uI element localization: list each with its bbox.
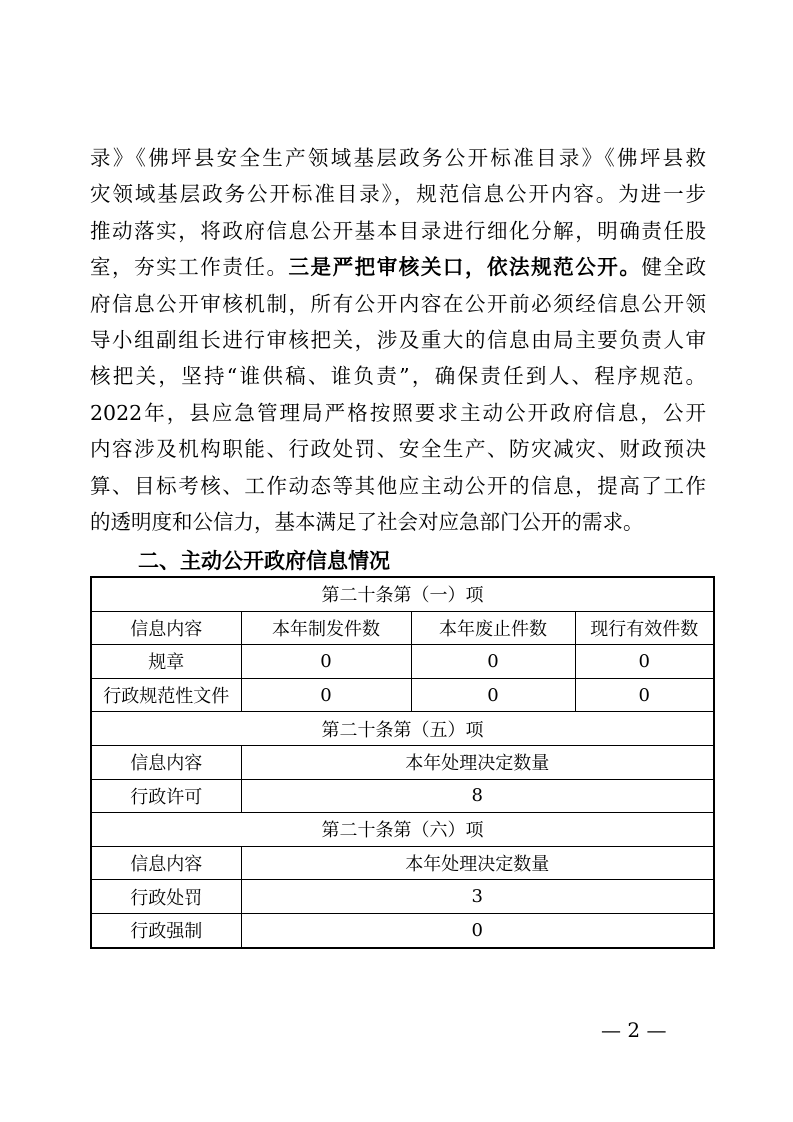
- body-paragraph: [90, 140, 706, 540]
- text-line: 的透明度和公信力，基本满足了社会对应急部门公开的需求。: [90, 509, 644, 534]
- bold-text-segment: 三是严把审核关口，依法规范公开。: [288, 255, 642, 280]
- text-line: 导小组副组长进行审核把关，涉及重大的信息由局主要负责人审: [90, 327, 706, 352]
- cell: 规章: [91, 645, 241, 679]
- text-line: 推动落实，将政府信息公开基本目录进行细化分解，明确责任股: [90, 218, 706, 243]
- cell: 行政许可: [91, 779, 241, 813]
- text-segment: 健全政: [641, 255, 706, 280]
- cell: 行政规范性文件: [91, 678, 241, 712]
- disclosure-table: [90, 576, 715, 949]
- cell: 0: [241, 678, 411, 712]
- table-header-row: [91, 745, 714, 779]
- cell: 0: [575, 645, 714, 679]
- table-row: [91, 645, 714, 679]
- cell: 0: [411, 645, 575, 679]
- section-title-cell: 第二十条第（六）项: [91, 813, 714, 847]
- header-cell: 信息内容: [91, 846, 241, 880]
- table-row: [91, 678, 714, 712]
- header-cell: 信息内容: [91, 611, 241, 645]
- text-line-mixed: [90, 249, 706, 285]
- header-cell: 现行有效件数: [575, 611, 714, 645]
- section-title-cell: 第二十条第（一）项: [91, 577, 714, 611]
- header-cell: 信息内容: [91, 745, 241, 779]
- header-cell: 本年处理决定数量: [241, 846, 714, 880]
- text-line: 核把关，坚持“谁供稿、谁负责”，确保责任到人、程序规范。: [90, 364, 706, 389]
- header-cell: 本年制发件数: [241, 611, 411, 645]
- table-row: [91, 880, 714, 914]
- cell: 8: [241, 779, 714, 813]
- table-section-title-row: [91, 813, 714, 847]
- table-section-title-row: [91, 577, 714, 611]
- header-cell: 本年处理决定数量: [241, 745, 714, 779]
- header-cell: 本年废止件数: [411, 611, 575, 645]
- cell: 0: [575, 678, 714, 712]
- text-line: 算、目标考核、工作动态等其他应主动公开的信息，提高了工作: [90, 473, 706, 498]
- cell: 0: [241, 645, 411, 679]
- text-segment: 室，夯实工作责任。: [90, 255, 289, 280]
- section-title-cell: 第二十条第（五）项: [91, 712, 714, 746]
- section-heading: 二、主动公开政府信息情况: [138, 549, 390, 573]
- text-line: 2022年，县应急管理局严格按照要求主动公开政府信息，公开: [90, 400, 706, 425]
- table-row: [91, 913, 714, 947]
- table-row: [91, 779, 714, 813]
- table-header-row: [91, 846, 714, 880]
- cell: 3: [241, 880, 714, 914]
- table-section-title-row: [91, 712, 714, 746]
- text-line: 内容涉及机构职能、行政处罚、安全生产、防灾减灾、财政预决: [90, 437, 706, 462]
- cell: 0: [241, 913, 714, 947]
- table-header-row: [91, 611, 714, 645]
- cell: 行政处罚: [91, 880, 241, 914]
- text-line: 灾领域基层政务公开标准目录》，规范信息公开内容。为进一步: [90, 182, 706, 207]
- cell: 0: [411, 678, 575, 712]
- cell: 行政强制: [91, 913, 241, 947]
- text-line: 府信息公开审核机制，所有公开内容在公开前必须经信息公开领: [90, 291, 706, 316]
- page-number: — 2 —: [601, 1018, 667, 1042]
- text-line: 录》《佛坪县安全生产领域基层政务公开标准目录》《佛坪县救: [90, 146, 706, 170]
